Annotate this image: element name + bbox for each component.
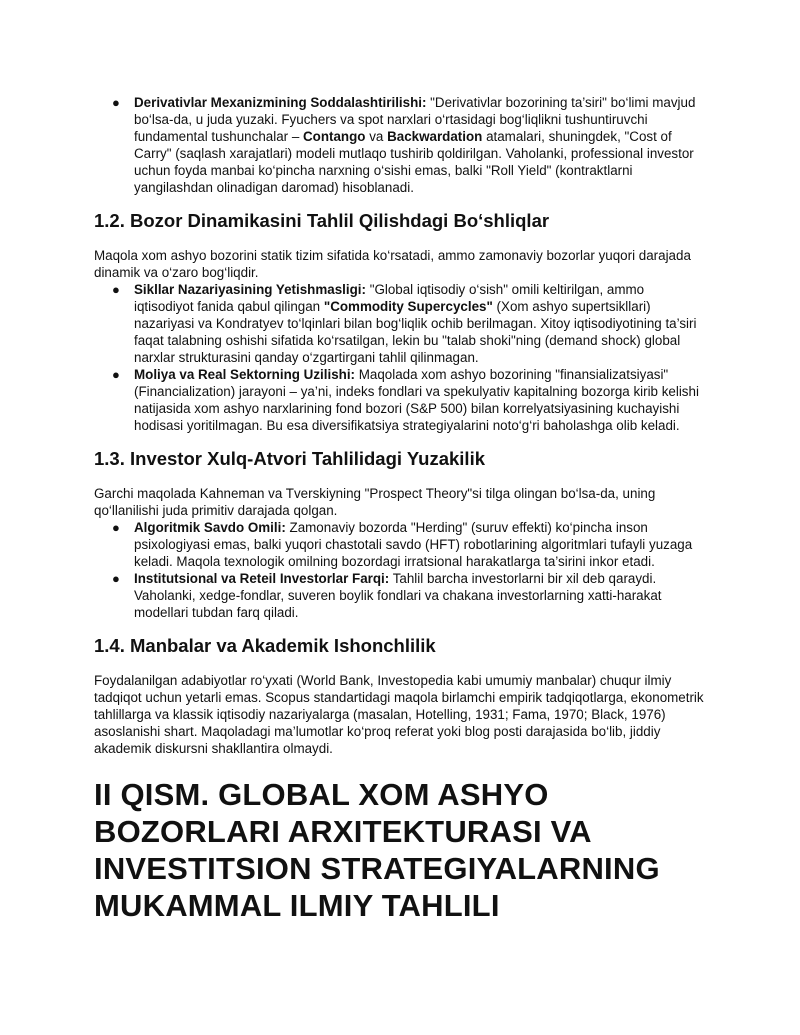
bullet-text: "Global iqtisodiy o‘sish" omili keltirilgan, ammo iqtisodiyot fanida qabul qilingan [134,282,645,314]
bullet-text: atamalari, shuningdek, "Cost of Carry" (saqlash xarajatlari) modeli mutlaqo tushirib qoldirilgan. Vaholanki, professional investor uchun foyda manbai ko‘pincha narxning o‘sishi emas, balki "Roll Yield" (kontraktlarni yangilashdan olinadigan daromad) hisoblanadi. [134,129,694,195]
list-item [94,570,706,621]
list-item [94,519,706,570]
bullet-title: Institutsional va Reteil Investorlar Farqi: [134,571,390,586]
list-item [94,281,706,366]
section-intro: Maqola xom ashyo bozorini statik tizim sifatida ko‘rsatadi, ammo zamonaviy bozorlar yuqori darajada dinamik va o‘zaro bog‘liqdir. [94,248,691,280]
bullet-icon: ● [112,520,120,535]
list-item [94,94,706,196]
bullet-list-derivatives [94,94,706,196]
bullet-icon: ● [112,367,120,382]
section-heading-1-3: 1.3. Investor Xulq-Atvori Tahlilidagi Yuzakilik [94,448,486,469]
bullet-text: "Derivativlar bozorining ta’siri" bo‘limi mavjud bo‘lsa-da, u juda yuzaki. Fyuchers va spot narxlari o‘rtasidagi bog‘liqlikni tushuntiruvchi fundamental tushunchalar – [134,95,696,144]
bullet-text: Maqolada xom ashyo bozorining "finansializatsiyasi" (Financialization) jarayoni – ya’ni, indeks fondlari va spekulyativ kapitalning bozorga kirib kelishi natijasida xom ashyo narxlarining fond bozori (S&P 500) bilan korrelyatsiyasining kuchayishi hodisasi yoritilmagan. Bu esa diversifikatsiya strategiyalarini noto‘g‘ri baholashga olib keladi. [134,367,699,433]
part-heading: II QISM. GLOBAL XOM ASHYO BOZORLARI ARXITEKTURASI VA INVESTITSION STRATEGIYALARNING MUKAMMAL ILMIY TAHLILI [94,777,660,923]
bullet-title: Algoritmik Savdo Omili: [134,520,286,535]
bullet-bold-term: Backwardation [387,129,483,144]
bullet-bold-term: "Commodity Supercycles" [323,299,493,314]
section-body: Foydalanilgan adabiyotlar ro‘yxati (World Bank, Investopedia kabi umumiy manbalar) chuqur ilmiy tadqiqot uchun yetarli emas. Scopus standartidagi maqola birlamchi empirik tadqiqotlarga, ekonometrik tahlillarga va klassik iqtisodiy nazariyalarga (masalan, Hotelling, 1931; Fama, 1970; Black, 1976) asoslanishi shart. Maqoladagi ma’lumotlar ko‘proq referat yoki blog posti darajasida bo‘lib, jiddiy akademik diskursni shakllantira olmaydi. [94,673,704,756]
bullet-list-behavior [94,519,706,621]
section-heading-1-4: 1.4. Manbalar va Akademik Ishonchlilik [94,635,436,656]
list-item [94,366,706,434]
section-heading-1-2: 1.2. Bozor Dinamikasini Tahlil Qilishdagi Bo‘shliqlar [94,210,550,231]
bullet-text: Tahlil barcha investorlarni bir xil deb qaraydi. Vaholanki, xedge-fondlar, suveren boylik fondlari va chakana investorlarning xatti-harakat modellari tubdan farq qiladi. [134,571,662,620]
document-page [94,94,706,924]
bullet-title: Derivativlar Mexanizmining Soddalashtirilishi: [134,95,427,110]
bullet-icon: ● [112,571,120,586]
bullet-text: (Xom ashyo supertsikllari) nazariyasi va Kondratyev to‘lqinlari bilan bog‘liqlik ochib berilmagan. Xitoy iqtisodiyotining ta’siri faqat talabning oshishi sifatida ko‘rsatilgan, lekin bu "talab shoki"ning (demand shock) global narxlar strukturasini qanday o‘zgartirgani tahlil qilinmagan. [134,299,697,365]
bullet-list-dynamics [94,281,706,434]
bullet-icon: ● [112,95,120,110]
section-intro: Garchi maqolada Kahneman va Tverskiyning "Prospect Theory"si tilga olingan bo‘lsa-da, uning qo‘llanilishi juda primitiv darajada qolgan. [94,486,656,518]
bullet-text: Zamonaviy bozorda "Herding" (suruv effekti) ko‘pincha inson psixologiyasi emas, balki yuqori chastotali savdo (HFT) robotlarining algoritmlari tufayli yuzaga keladi. Maqola texnologik omilning bozordagi irratsional harakatlarga ta’sirini inkor etadi. [134,520,693,569]
bullet-text: va [365,129,388,144]
bullet-title: Moliya va Real Sektorning Uzilishi: [134,367,355,382]
bullet-icon: ● [112,282,120,297]
bullet-bold-term: Contango [303,129,366,144]
bullet-title: Sikllar Nazariyasining Yetishmasligi: [134,282,366,297]
